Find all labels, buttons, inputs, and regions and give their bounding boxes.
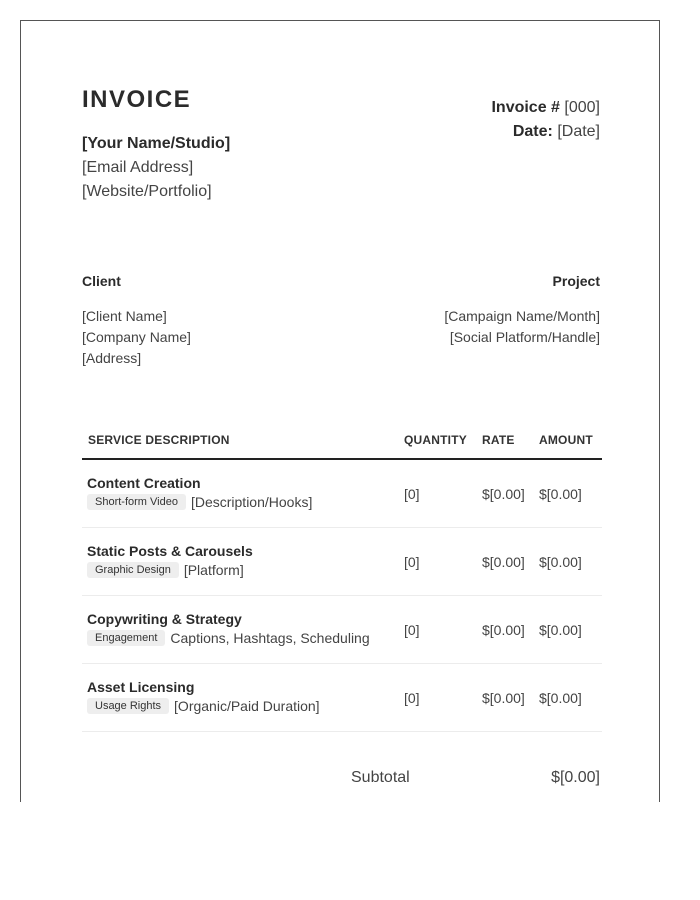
subtotal-label: Subtotal: [351, 769, 410, 786]
header-description: SERVICE DESCRIPTION: [88, 433, 230, 447]
sender-email: [Email Address]: [82, 159, 194, 176]
table-header: [82, 421, 602, 460]
table-row: [82, 596, 602, 664]
item-description: Captions, Hashtags, Scheduling: [170, 630, 370, 646]
item-amount: $[0.00]: [539, 690, 582, 706]
project-platform: [Social Platform/Handle]: [449, 329, 600, 345]
item-tag: Short-form Video: [87, 494, 186, 510]
client-company: [Company Name]: [82, 329, 191, 345]
item-rate: $[0.00]: [482, 486, 525, 502]
client-name: [Client Name]: [82, 308, 167, 324]
item-rate: $[0.00]: [482, 690, 525, 706]
invoice-number-label: Invoice #: [491, 99, 560, 116]
project-label: Project: [552, 273, 600, 289]
invoice-title: INVOICE: [82, 86, 192, 113]
item-quantity: [0]: [404, 554, 420, 570]
invoice-number: [491, 99, 600, 117]
item-tag: Usage Rights: [87, 698, 169, 714]
item-rate: $[0.00]: [482, 622, 525, 638]
invoice-page: [20, 20, 660, 802]
item-quantity: [0]: [404, 622, 420, 638]
item-title: Content Creation: [87, 475, 201, 491]
item-quantity: [0]: [404, 690, 420, 706]
item-description: [Platform]: [183, 562, 244, 578]
item-rate: $[0.00]: [482, 554, 525, 570]
client-address: [Address]: [82, 350, 142, 366]
item-title: Copywriting & Strategy: [87, 611, 242, 627]
table-row: [82, 528, 602, 596]
item-details: [87, 630, 370, 646]
item-description: [Description/Hooks]: [190, 494, 313, 510]
invoice-date-label: Date:: [512, 123, 553, 140]
header-rate: RATE: [482, 433, 515, 447]
item-quantity: [0]: [404, 486, 420, 502]
header-amount: AMOUNT: [539, 433, 593, 447]
invoice-date-value: [Date]: [557, 123, 600, 140]
item-details: [87, 494, 312, 510]
services-table: [82, 421, 602, 732]
item-tag: Engagement: [87, 630, 165, 646]
table-row: [82, 460, 602, 528]
item-details: [87, 562, 244, 578]
header-quantity: QUANTITY: [404, 433, 467, 447]
item-title: Asset Licensing: [87, 679, 195, 695]
table-row: [82, 664, 602, 732]
subtotal-value: $[0.00]: [551, 769, 600, 786]
invoice-number-value: [000]: [564, 99, 600, 116]
item-amount: $[0.00]: [539, 486, 582, 502]
sender-website: [Website/Portfolio]: [82, 183, 212, 200]
item-title: Static Posts & Carousels: [87, 543, 253, 559]
sender-name: [Your Name/Studio]: [82, 135, 231, 152]
item-amount: $[0.00]: [539, 622, 582, 638]
project-campaign: [Campaign Name/Month]: [444, 308, 600, 324]
client-label: Client: [82, 273, 121, 289]
item-details: [87, 698, 320, 714]
item-description: [Organic/Paid Duration]: [174, 698, 320, 714]
item-amount: $[0.00]: [539, 554, 582, 570]
item-tag: Graphic Design: [87, 562, 179, 578]
invoice-date: [513, 123, 600, 141]
